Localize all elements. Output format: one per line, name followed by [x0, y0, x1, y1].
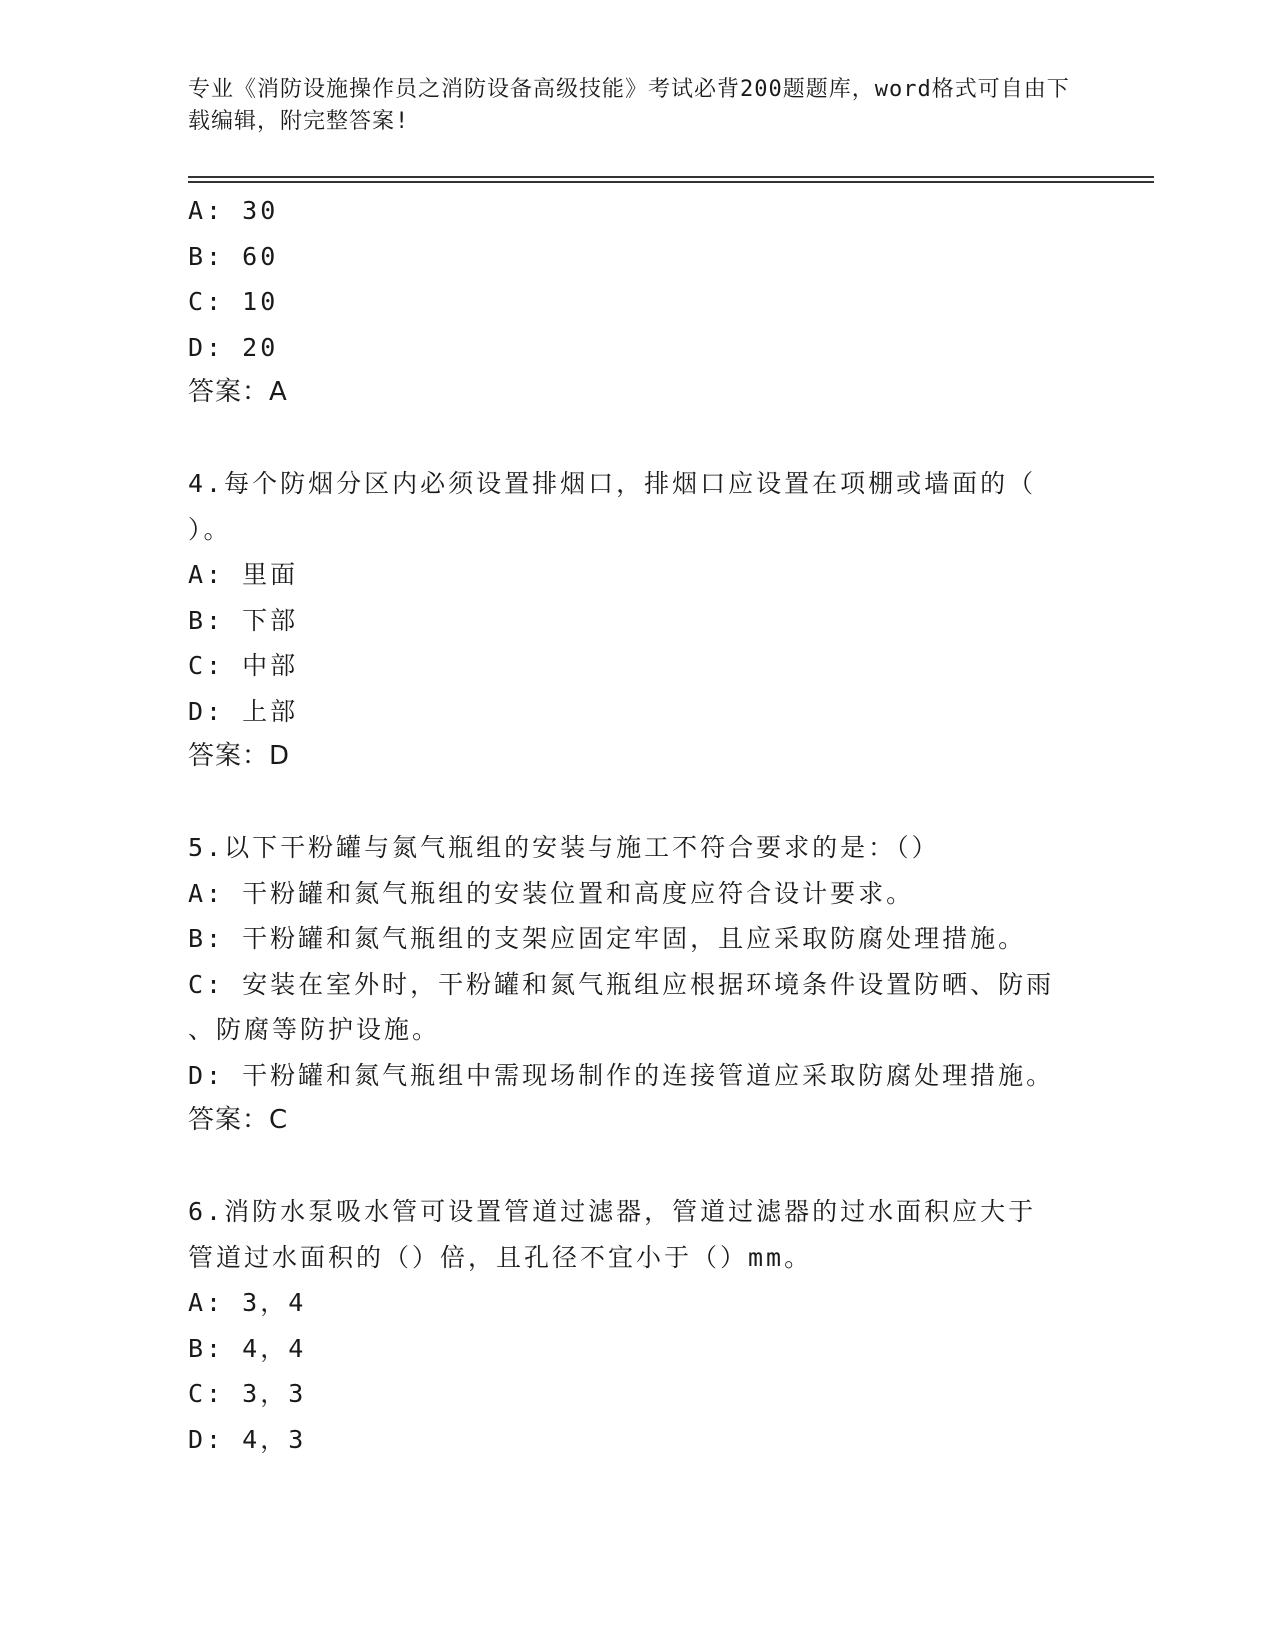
answer: 答案：A	[188, 377, 288, 407]
option-d: D: 上部	[188, 696, 299, 726]
spacer	[188, 780, 1088, 826]
header-divider-bottom	[188, 181, 1154, 183]
question-3	[188, 188, 1088, 416]
answer: 答案：D	[188, 741, 291, 771]
question-stem-continued: 管道过水面积的（）倍，且孔径不宜小于（）mm。	[188, 1242, 813, 1272]
option-d: D: 4，3	[188, 1424, 307, 1454]
option-a: A: 干粉罐和氮气瓶组的安装位置和高度应符合设计要求。	[188, 878, 915, 908]
option-b: B: 干粉罐和氮气瓶组的支架应固定牢固，且应采取防腐处理措施。	[188, 924, 1027, 953]
question-stem: 6.消防水泵吸水管可设置管道过滤器，管道过滤器的过水面积应大于	[188, 1197, 1037, 1226]
option-c: C: 中部	[188, 651, 299, 680]
question-list	[188, 188, 1088, 1462]
spacer	[188, 1144, 1088, 1190]
option-b: B: 60	[188, 241, 279, 271]
option-a: A: 30	[188, 196, 279, 225]
question-stem: 4.每个防烟分区内必须设置排烟口，排烟口应设置在项棚或墙面的（	[188, 469, 1037, 498]
question-stem: 5.以下干粉罐与氮气瓶组的安装与施工不符合要求的是：（）	[188, 833, 940, 862]
question-6	[188, 1189, 1088, 1462]
option-b: B: 下部	[188, 605, 299, 635]
option-c: C: 3，3	[188, 1379, 307, 1408]
header-divider-top	[188, 176, 1154, 178]
question-4	[188, 461, 1088, 780]
option-a: A: 3，4	[188, 1288, 307, 1317]
question-5	[188, 825, 1088, 1144]
option-c: C: 10	[188, 287, 279, 316]
document-header: 专业《消防设施操作员之消防设备高级技能》考试必背200题题库，word格式可自由下载编辑，附完整答案!	[188, 77, 1070, 134]
spacer	[188, 416, 1088, 462]
option-d: D: 20	[188, 332, 279, 362]
question-stem-continued: ）。	[188, 514, 232, 544]
option-c: C: 安装在室外时，干粉罐和氮气瓶组应根据环境条件设置防晒、防雨	[188, 969, 1055, 999]
option-b: B: 4，4	[188, 1333, 307, 1363]
answer: 答案：C	[188, 1105, 289, 1135]
option-c-continued: 、防腐等防护设施。	[188, 1015, 441, 1044]
option-d: D: 干粉罐和氮气瓶组中需现场制作的连接管道应采取防腐处理措施。	[188, 1060, 1055, 1090]
option-a: A: 里面	[188, 560, 299, 589]
